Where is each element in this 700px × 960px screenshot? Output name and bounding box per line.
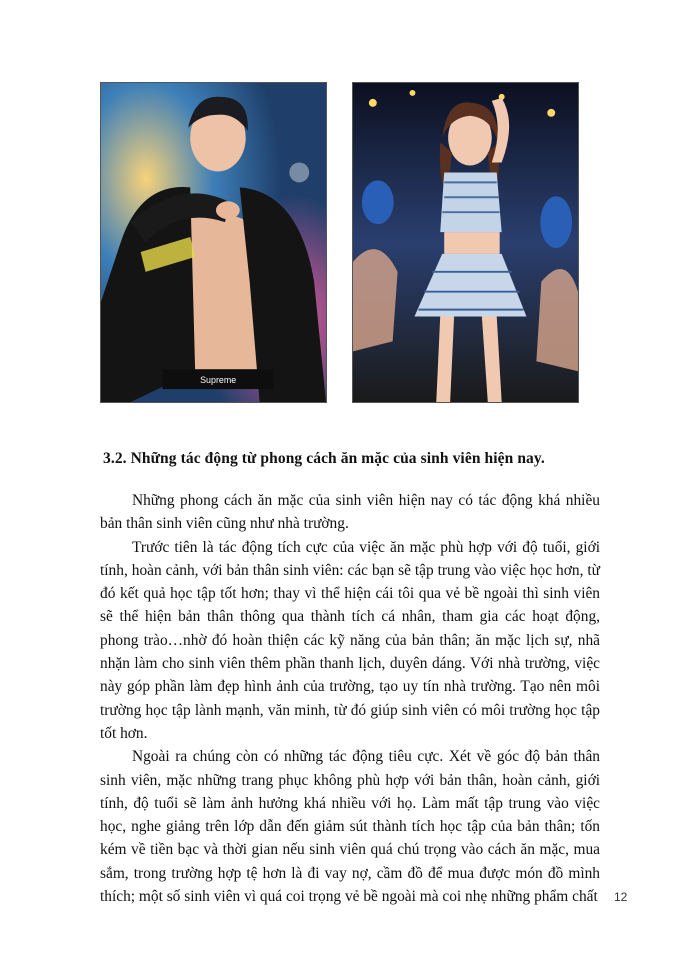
- paragraph-positive-effects: Trước tiên là tác động tích cực của việc ăn mặc phù hợp với độ tuổi, giới tính, hoàn cảnh, với bản thân sinh viên: các bạn sẽ tập trung vào việc học hơn, từ đó kết quả học tập tốt hơn; thay vì thể hiện cái tôi qua vẻ bề ngoài thì sinh viên sẽ thể hiện bản thân thông qua thành tích cá nhân, tham gia các hoạt động, phong trào…nhờ đó hoàn thiện các kỹ năng của bản thân; ăn mặc lịch sự, nhã nhặn làm cho sinh viên thêm phần thanh lịch, duyên dáng. Với nhà trường, việc này góp phần làm đẹp hình ảnh của trường, tạo uy tín nhà trường. Tạo nên môi trường học tập lành mạnh, văn minh, từ đó giúp sinh viên có môi trường học tập tốt hơn.: [100, 538, 600, 742]
- female-performer-photo: [352, 82, 579, 403]
- body-text: [100, 489, 600, 908]
- male-performer-photo: [100, 82, 327, 403]
- waistband-logo: Supreme: [200, 375, 237, 386]
- paragraph-negative-effects: Ngoài ra chúng còn có những tác động tiêu cực. Xét về góc độ bản thân sinh viên, mặc những trang phục không phù hợp với bản thân, hoàn cảnh, giới tính, độ tuổi sẽ làm ảnh hưởng khá nhiều với họ. Làm mất tập trung vào việc học, nghe giảng trên lớp dẫn đến giảm sút thành tích học tập của bản thân; tốn kém về tiền bạc và thời gian nếu sinh viên quá chú trọng vào cách ăn mặc, mua sắm, trong trường hợp tệ hơn là đi vay nợ, cầm đồ để mua được món đồ mình thích; một số sinh viên vì quá coi trọng vẻ bề ngoài mà coi nhẹ những phẩm chất: [100, 748, 600, 906]
- male-performer-image: [101, 83, 326, 402]
- section-heading: 3.2. Những tác động từ phong cách ăn mặc của sinh viên hiện nay.: [103, 450, 545, 467]
- page-number: 12: [614, 890, 628, 904]
- paragraph-intro: Những phong cách ăn mặc của sinh viên hiện nay có tác động khá nhiều bản thân sinh viên cũng như nhà trường.: [100, 492, 600, 533]
- female-performer-image: [353, 83, 578, 402]
